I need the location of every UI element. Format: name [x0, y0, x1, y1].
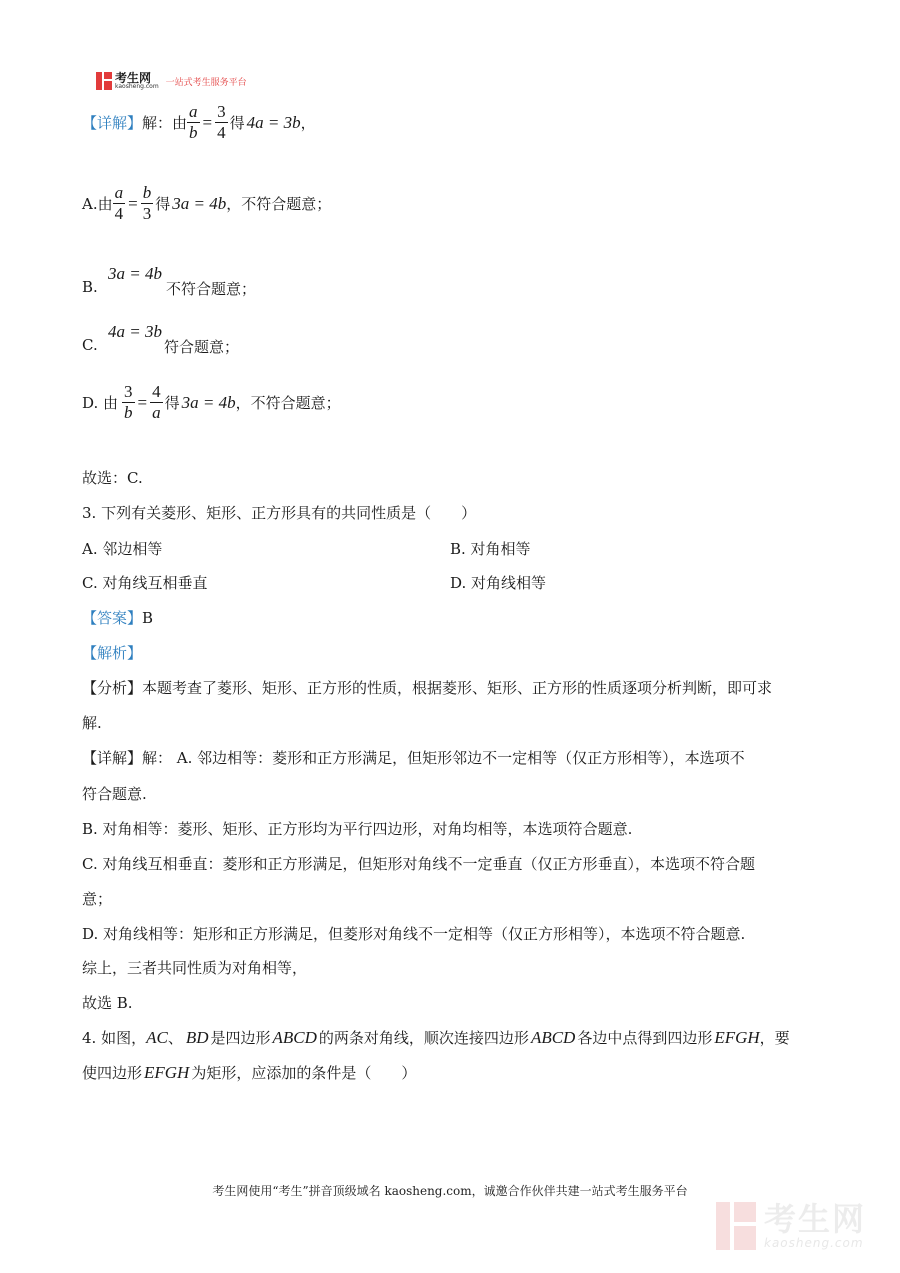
q3-stem: 3. 下列有关菱形、矩形、正方形具有的共同性质是（ ） — [82, 504, 477, 522]
q3-option-a: A. 邻边相等 — [82, 540, 163, 558]
q3-option-b: B. 对角相等 — [450, 540, 531, 558]
q2-option-d: D. 由 $\frac{3}{b}$ = $\frac{4}{a}$ 得 3a = 4b ，不符合题意； — [82, 382, 341, 422]
logo-slogan: 一站式考生服务平台 — [165, 77, 247, 88]
analysis-bracket: 【解析】 — [82, 644, 143, 662]
q3-line-c: C. 对角线互相垂直：菱形和正方形满足，但矩形对角线不一定垂直（仅正方形垂直），本选项不符合题 — [82, 855, 755, 873]
q4-stem-line1: 4. 如图，AC、 BD 是四边形 ABCD 的两条对角线，顺次连接四边形 ABCD 各边中点得到四边形 EFGH，要 — [82, 1028, 790, 1047]
q3-choose: 故选 B. — [82, 994, 133, 1012]
q3-option-c: C. 对角线互相垂直 — [82, 574, 208, 592]
detail-bracket: 【详解】 — [82, 114, 143, 132]
q3-summary: 综上，三者共同性质为对角相等， — [82, 959, 308, 977]
q3-line-c-cont: 意； — [82, 890, 113, 908]
fraction-a-over-b: $\frac{a}{b}$ — [189, 102, 198, 142]
q2-detail-line: 【详解】 解：由 $\frac{a}{b}$ = $\frac{3}{4}$ 得 4a = 3b ， — [82, 102, 316, 142]
watermark-name: 考生网 — [764, 1199, 867, 1238]
q2-option-a: A.由 $\frac{a}{4}$ = $\frac{b}{3}$ 得 3a = 4b ，不符合题意； — [82, 183, 332, 223]
fraction-3-over-4: $\frac{3}{4}$ — [217, 102, 226, 142]
logo-icon — [96, 72, 112, 90]
watermark-logo-icon — [716, 1202, 756, 1250]
logo-domain: kaosheng.com — [115, 83, 159, 90]
logo-name: 考生网 — [115, 71, 152, 85]
watermark-domain: kaosheng.com — [764, 1235, 864, 1250]
q3-fenxi-cont: 解. — [82, 714, 102, 732]
result-eq: 4a = 3b — [246, 112, 301, 132]
answer-bracket: 【答案】 — [82, 609, 143, 627]
q3-option-d: D. 对角线相等 — [450, 574, 547, 592]
q3-line-d: D. 对角线相等：矩形和正方形满足，但菱形对角线不一定相等（仅正方形相等），本选项不符合题意. — [82, 925, 746, 943]
answer-value: B — [142, 609, 154, 627]
q3-xiangjie-cont: 符合题意. — [82, 785, 147, 803]
page-footer: 考生网使用“考生”拼音顶级域名 kaosheng.com，诚邀合作伙伴共建一站式考生服务平台 — [212, 1184, 688, 1198]
q4-stem-line2: 使四边形 EFGH 为矩形，应添加的条件是（ ） — [82, 1063, 417, 1082]
q3-fenxi: 【分析】本题考查了菱形、矩形、正方形的性质，根据菱形、矩形、正方形的性质逐项分析判断，即可求 — [82, 679, 773, 697]
q2-conclusion: 故选：C. — [82, 469, 143, 487]
q3-answer — [82, 607, 153, 628]
site-logo — [96, 72, 247, 90]
q3-line-b: B. 对角相等：菱形、矩形、正方形均为平行四边形，对角均相等，本选项符合题意. — [82, 820, 633, 838]
q3-xiangjie: 【详解】解： A. 邻边相等：菱形和正方形满足，但矩形邻边不一定相等（仅正方形相等），本选项不 — [82, 749, 745, 767]
watermark — [716, 1199, 867, 1250]
detail-intro: 解：由 — [142, 114, 188, 132]
